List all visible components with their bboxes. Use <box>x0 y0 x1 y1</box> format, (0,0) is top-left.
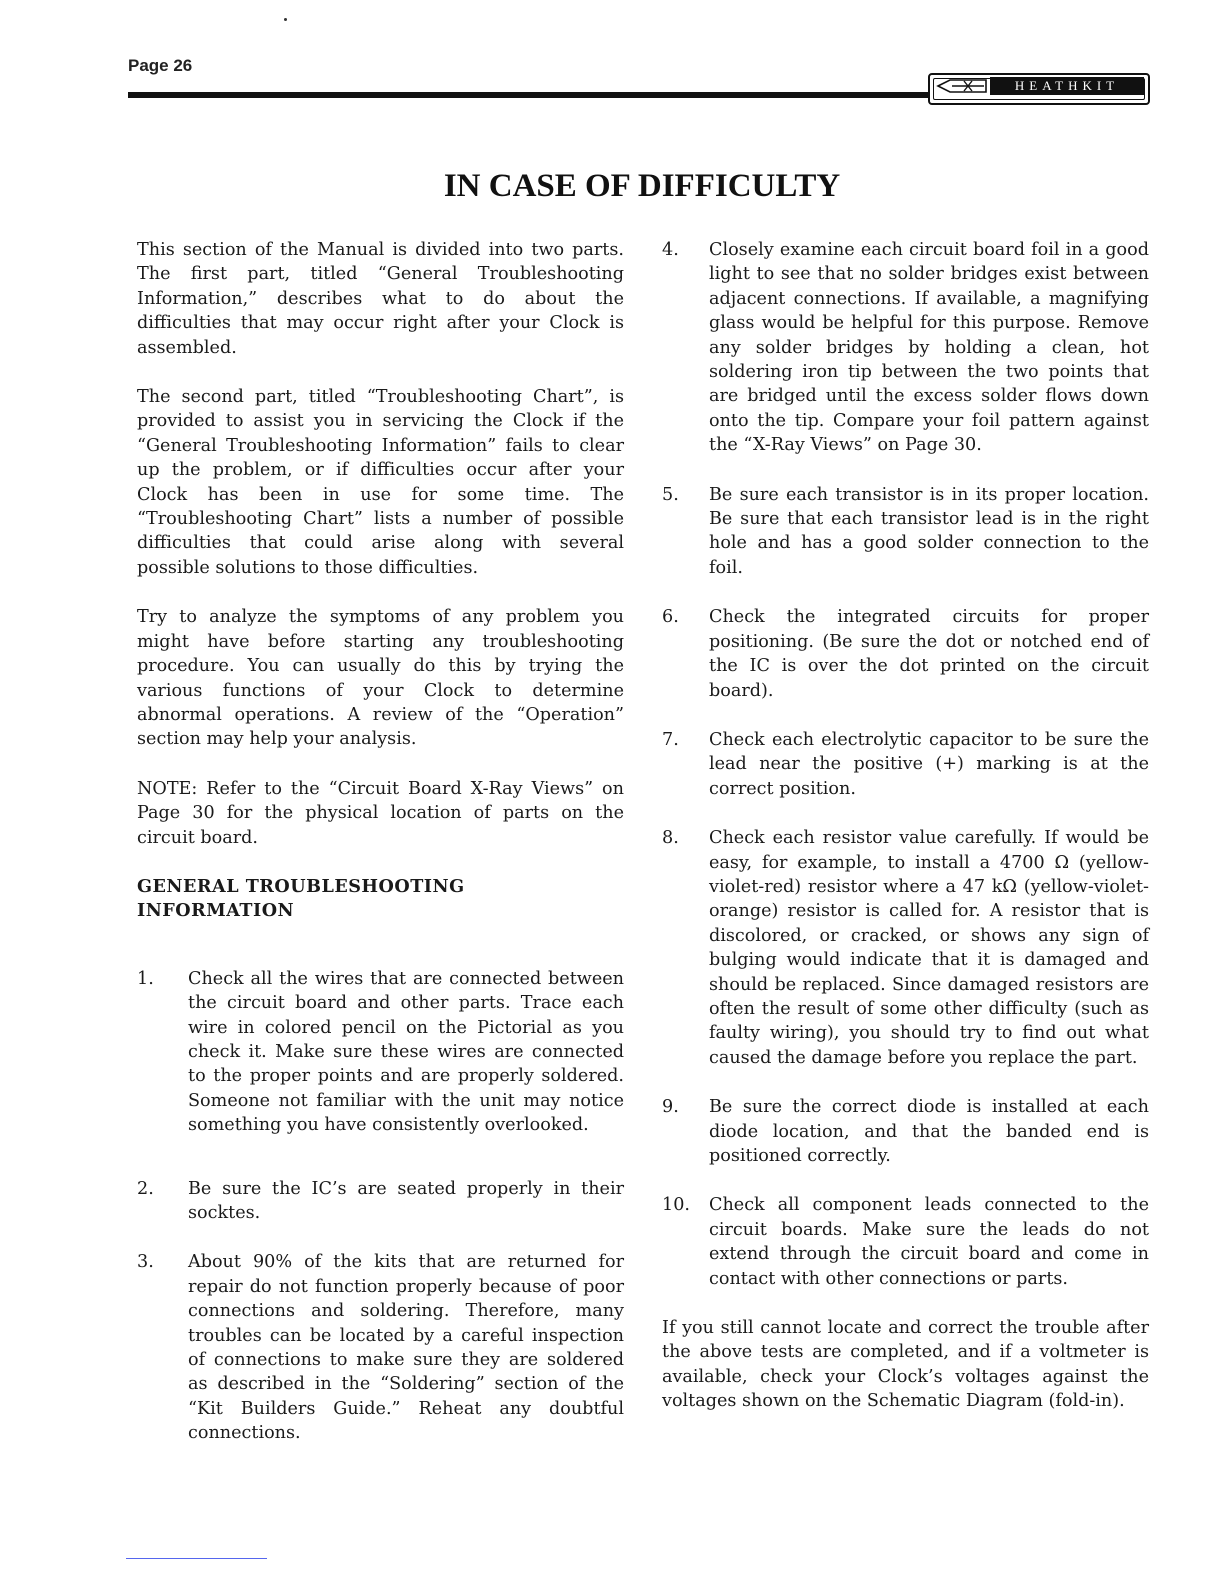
step-number: 10. <box>662 1195 690 1216</box>
scan-speck <box>284 18 287 21</box>
heathkit-logo <box>928 73 1150 105</box>
step-number: 6. <box>662 607 679 628</box>
closing-paragraph: If you still cannot locate and correct the trouble after the above tests are completed, and if a voltmeter is available, check your Clock’s voltages against the voltages shown on the Schematic Diagram (fold-in). <box>662 1318 1149 1412</box>
logo-text: HEATHKIT <box>990 77 1144 95</box>
list-item <box>662 826 1149 1070</box>
list-item <box>662 605 1149 703</box>
step-number: 1. <box>137 968 154 989</box>
step-number: 8. <box>662 828 679 849</box>
page-number: Page 26 <box>128 56 193 75</box>
step-text: Be sure the correct diode is installed at each diode location, and that the banded end is positioned correctly. <box>709 1097 1149 1166</box>
footnote-divider <box>126 1558 267 1559</box>
step-number: 5. <box>662 484 679 505</box>
step-text: About 90% of the kits that are returned for repair do not function properly because of poor connections and soldering. Therefore, many troubles can be located by a careful inspection of connections to make sure they are soldered as described in the “Soldering” section of the “Kit Builders Guide.” Reheat any doubtful connections. <box>188 1252 624 1444</box>
step-number: 7. <box>662 729 679 750</box>
list-item <box>137 1177 624 1226</box>
step-number: 3. <box>137 1252 154 1273</box>
step-number: 9. <box>662 1097 679 1118</box>
list-item <box>137 967 624 1138</box>
step-text: Check all the wires that are connected between the circuit board and other parts. Trace each wire in colored pencil on the Pictorial as you check it. Make sure these wires are connected to the proper points and are properly soldered. Someone not familiar with the unit may notice something you have consistently overlooked. <box>188 968 624 1136</box>
page-title: IN CASE OF DIFFICULTY <box>443 168 841 204</box>
step-text: Check each resistor value carefully. If would be easy, for example, to install a 4700 Ω (yellow-violet-red) resistor where a 47 kΩ (yellow-violet-orange) resistor is called for. A resistor that is discolored, or cracked, or shows any sign of bulging would indicate that it is damaged and should be replaced. Since damaged resistors are often the result of some other difficulty (such as faulty wiring), you should try to find out what caused the damage before you replace the part. <box>709 828 1149 1068</box>
left-column <box>137 238 624 1446</box>
list-item <box>137 1250 624 1445</box>
intro-paragraph: The second part, titled “Troubleshooting Chart”, is provided to assist you in servicing the Clock if the “General Troubleshooting Information” fails to clear up the problem, or if difficulties occur after your Clock has been in use for some time. The “Troubleshooting Chart” lists a number of possible difficulties that could arise along with several possible solutions to those difficulties. <box>137 387 624 578</box>
step-text: Check all component leads connected to the circuit boards. Make sure the leads do not extend through the circuit board and come in contact with other connections or parts. <box>709 1195 1149 1289</box>
step-number: 2. <box>137 1178 154 1199</box>
intro-paragraph: Try to analyze the symptoms of any problem you might have before starting any troubleshooting procedure. You can usually do this by trying the various functions of your Clock to determine abnormal operations. A review of the “Operation” section may help your analysis. <box>137 607 624 750</box>
section-heading: GENERAL TROUBLESHOOTING INFORMATION <box>137 875 465 922</box>
heathkit-emblem-icon <box>936 77 990 95</box>
intro-paragraph: This section of the Manual is divided into two parts. The first part, titled “General Troubleshooting Information,” describes what to do about the difficulties that may occur right after your Clock is assembled. <box>137 240 624 358</box>
step-number: 4. <box>662 240 679 260</box>
step-text: Be sure the IC’s are seated properly in their socktes. <box>188 1178 624 1223</box>
list-item <box>662 238 1149 458</box>
list-item <box>662 1095 1149 1168</box>
step-text: Check each electrolytic capacitor to be sure the lead near the positive (+) marking is at the correct position. <box>709 729 1149 799</box>
step-text: Closely examine each circuit board foil in a good light to see that no solder bridges exist between adjacent connections. If available, a magnifying glass would be helpful for this purpose. Remove any solder bridges by holding a clean, hot soldering iron tip between the two points that are bridged until the excess solder flows down onto the tip. Compare your foil pattern against the “X-Ray Views” on Page 30. <box>709 240 1149 456</box>
right-column <box>662 238 1149 1414</box>
list-item <box>662 1193 1149 1291</box>
step-text: Be sure each transistor is in its proper location. Be sure that each transistor lead is in the right hole and has a good solder connection to the foil. <box>709 484 1149 578</box>
step-text: Check the integrated circuits for proper positioning. (Be sure the dot or notched end of the IC is over the dot printed on the circuit board). <box>709 607 1149 701</box>
list-item <box>662 728 1149 801</box>
list-item <box>662 483 1149 581</box>
note-paragraph: NOTE: Refer to the “Circuit Board X-Ray Views” on Page 30 for the physical location of parts on the circuit board. <box>137 778 624 848</box>
